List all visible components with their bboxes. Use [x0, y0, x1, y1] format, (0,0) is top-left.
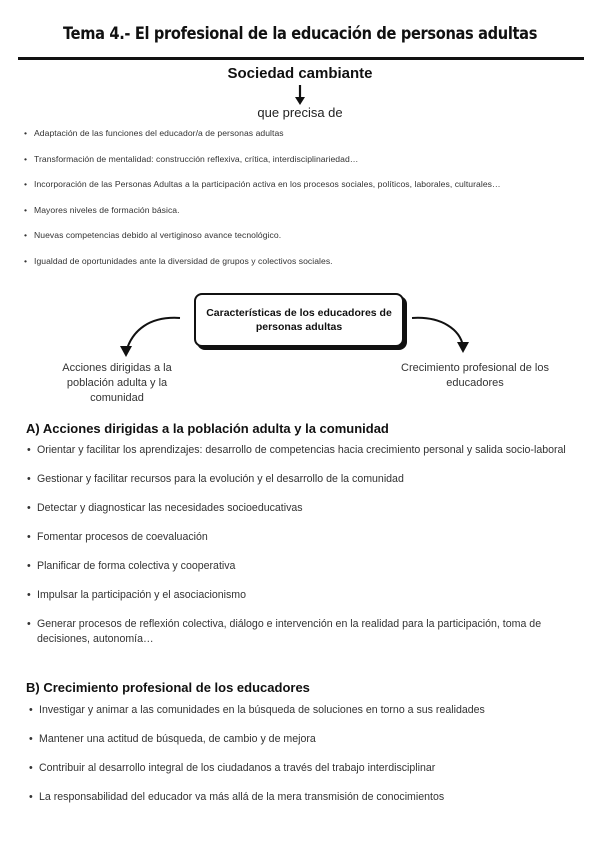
- section-b-list: [39, 703, 579, 819]
- right-arrowhead-icon: [457, 342, 469, 353]
- connector-text: que precisa de: [257, 105, 343, 120]
- page-title: Tema 4.- El profesional de la educación de personas adultas: [62, 24, 538, 44]
- list-item: • Planificar de forma colectiva y cooperativa: [37, 559, 577, 574]
- list-item: • Detectar y diagnosticar las necesidades socioeducativas: [37, 501, 577, 516]
- center-concept-text: Características de los educadores de personas adultas: [206, 307, 392, 333]
- list-item: • Mantener una actitud de búsqueda, de cambio y de mejora: [39, 732, 579, 747]
- list-item: • Nuevas competencias debido al vertiginoso avance tecnológico.: [34, 230, 590, 256]
- left-curved-arrow-icon: [126, 318, 180, 352]
- list-item: • Contribuir al desarrollo integral de los ciudadanos a través del trabajo interdisciplinar: [39, 761, 579, 776]
- list-item: • La responsabilidad del educador va más allá de la mera transmisión de conocimientos: [39, 790, 579, 805]
- section-a-heading: A) Acciones dirigidas a la población adulta y la comunidad: [26, 421, 389, 436]
- section-b-heading: B) Crecimiento profesional de los educadores: [26, 680, 310, 695]
- list-item: • Adaptación de las funciones del educador/a de personas adultas: [34, 128, 590, 154]
- list-item: • Generar procesos de reflexión colectiva, diálogo e intervención en la realidad para la participación, toma de decisiones, autonomía…: [37, 617, 577, 646]
- list-item: • Investigar y animar a las comunidades en la búsqueda de soluciones en torno a sus realidades: [39, 703, 579, 718]
- left-branch-label: Acciones dirigidas a la población adulta y la comunidad: [62, 362, 172, 404]
- right-curved-arrow-icon: [412, 318, 463, 346]
- subtitle: Sociedad cambiante: [227, 65, 373, 82]
- list-item: • Transformación de mentalidad: construcción reflexiva, crítica, interdisciplinariedad…: [34, 154, 590, 180]
- left-arrowhead-icon: [120, 346, 132, 357]
- list-item: • Orientar y facilitar los aprendizajes: desarrollo de competencias hacia crecimiento personal y salida socio-laboral: [37, 443, 577, 458]
- list-item: • Mayores niveles de formación básica.: [34, 205, 590, 231]
- list-item: • Incorporación de las Personas Adultas a la participación activa en los procesos sociales, políticos, laborales, culturales…: [34, 179, 590, 205]
- list-item: • Fomentar procesos de coevaluación: [37, 530, 577, 545]
- section-a-list: [37, 443, 577, 661]
- right-branch-label: Crecimiento profesional de los educadores: [401, 362, 549, 389]
- center-concept-box: [194, 293, 404, 347]
- list-item: • Igualdad de oportunidades ante la diversidad de grupos y colectivos sociales.: [34, 256, 590, 282]
- list-item: • Impulsar la participación y el asociacionismo: [37, 588, 577, 603]
- list-item: • Gestionar y facilitar recursos para la evolución y el desarrollo de la comunidad: [37, 472, 577, 487]
